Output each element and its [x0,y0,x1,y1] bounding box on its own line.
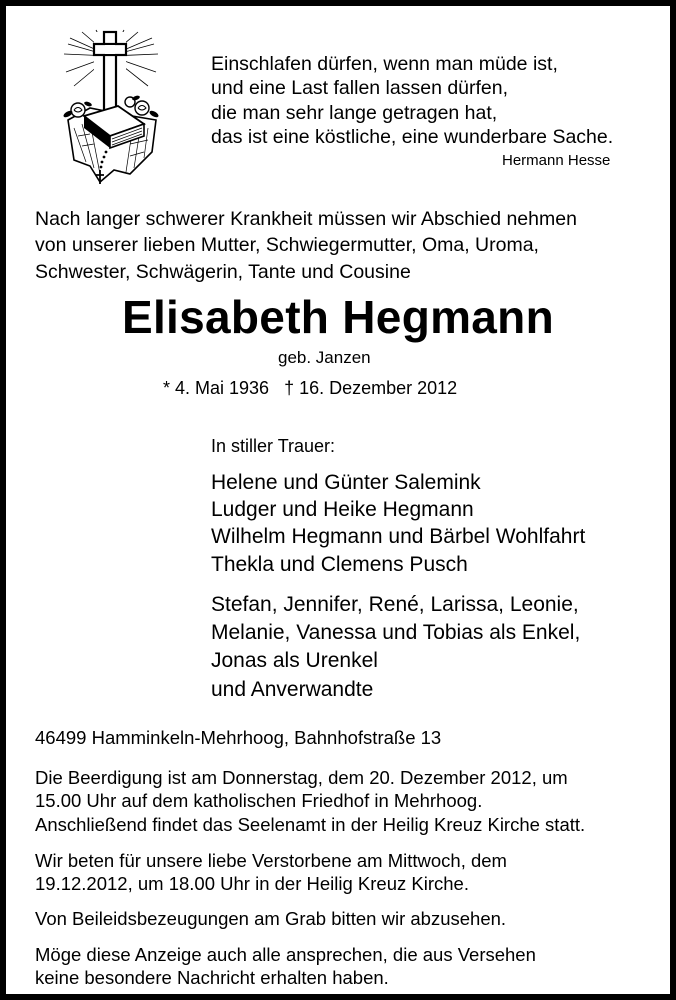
mourning-label: In stiller Trauer: [211,436,336,456]
intro-line: Schwester, Schwägerin, Tante und Cousine [35,260,411,283]
funeral-line: 15.00 Uhr auf dem katholischen Friedhof in Mehrhoog. [35,790,483,812]
condolence-line: Von Beileidsbezeugungen am Grab bitten wir abzusehen. [35,908,507,929]
mourner-entry: Ludger und Heike Hegmann [211,498,474,522]
deceased-name: Elisabeth Hegmann [122,291,554,343]
prayer-line: 19.12.2012, um 18.00 Uhr in der Heilig Kreuz Kirche. [35,873,469,895]
mourner-entry: Wilhelm Hegmann und Bärbel Wohlfahrt [211,525,586,549]
poem-quote [211,52,613,149]
intro-line: Nach langer schwerer Krankheit müssen wir Abschied nehmen [35,208,577,230]
mourner-entry: Helene und Günter Salemink [211,471,481,494]
prayer-line: Wir beten für unsere liebe Verstorbene am Mittwoch, dem [35,850,507,871]
life-dates: * 4. Mai 1936 † 16. Dezember 2012 [163,378,458,398]
mourners-list [211,469,585,578]
condolence-notice [35,907,506,930]
funeral-line: Anschließend findet das Seelenamt in der Heilig Kreuz Kirche statt. [35,813,586,835]
closing-notice [35,943,536,990]
poem-line: Einschlafen dürfen, wenn man müde ist, [211,53,558,75]
family-line: Melanie, Vanessa und Tobias als Enkel, [211,621,581,645]
funeral-line: Die Beerdigung ist am Donnerstag, dem 20. Dezember 2012, um [35,767,568,788]
funeral-notice [35,766,585,836]
cross-bible-roses-icon [60,28,164,188]
maiden-name: geb. Janzen [278,348,371,367]
poem-line: das ist eine köstliche, eine wunderbare Sache. [211,125,614,148]
prayer-notice [35,849,507,896]
family-line: Stefan, Jennifer, René, Larissa, Leonie, [211,593,579,616]
family-list [211,591,580,704]
closing-line: keine besondere Nachricht erhalten haben. [35,967,389,989]
closing-line: Möge diese Anzeige auch alle ansprechen, die aus Versehen [35,944,536,965]
family-line: Jonas als Urenkel [211,649,378,673]
poem-line: die man sehr lange getragen hat, [211,101,498,124]
intro-line: von unserer lieben Mutter, Schwiegermutter, Oma, Uroma, [35,234,539,257]
address: 46499 Hamminkeln-Mehrhoog, Bahnhofstraße 13 [35,727,442,748]
poem-line: und eine Last fallen lassen dürfen, [211,77,509,100]
family-line: und Anverwandte [211,677,374,701]
mourner-entry: Thekla und Clemens Pusch [211,552,468,576]
poem-author: Hermann Hesse [502,152,611,169]
intro-text [35,206,577,285]
